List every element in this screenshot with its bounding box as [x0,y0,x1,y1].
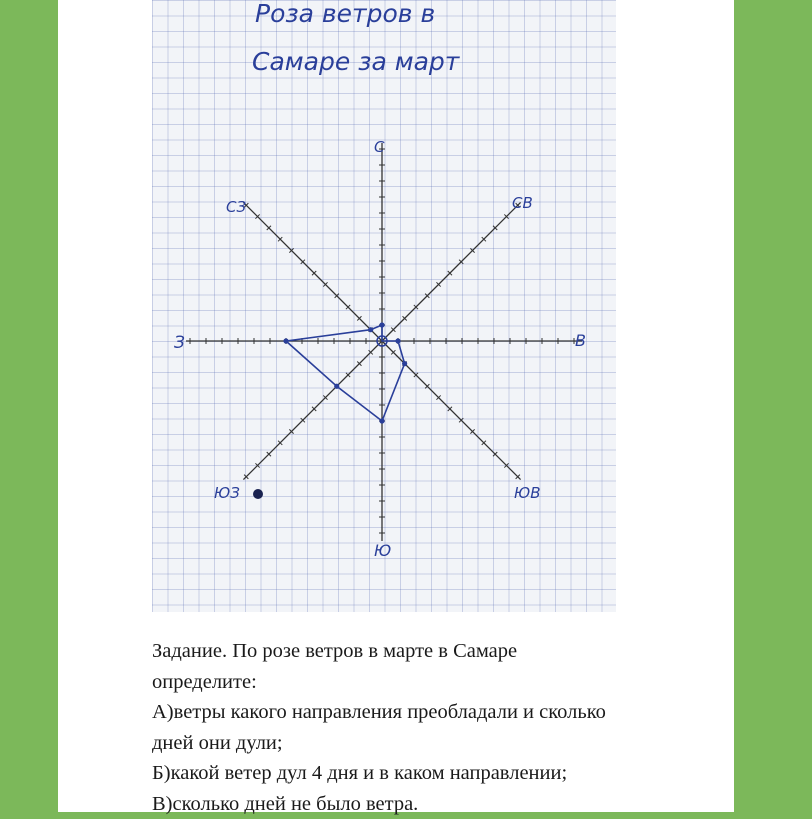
task-question-b: Б)какой ветер дул 4 дня и в каком направлении; [152,758,712,789]
data-point-s [379,418,384,423]
label-east: В [575,331,586,350]
task-line-2: определите: [152,667,712,698]
data-point-nw [368,327,373,332]
data-point-e [395,338,400,343]
label-southeast: ЮВ [514,484,540,502]
label-southwest: ЮЗ [214,484,240,502]
label-south: Ю [374,541,391,560]
label-northwest: СЗ [226,198,246,216]
task-text [152,636,712,819]
wind-rose-chart [152,0,616,612]
ink-dot [253,489,263,499]
wind-rose-points [283,322,407,423]
axis-nw [243,202,382,341]
data-point-se [402,361,407,366]
data-point-sw [334,384,339,389]
task-line-1: Задание. По розе ветров в марте в Самаре [152,636,712,667]
label-west: З [174,333,185,353]
axis-ne [382,202,521,341]
task-question-a-cont: дней они дули; [152,728,712,759]
chart-title-line2: Самаре за март [252,47,461,76]
label-northeast: СВ [512,194,533,212]
wind-rose-photo [152,0,616,612]
label-north: С [374,138,385,156]
data-point-n [379,322,384,327]
axis-sw [243,341,382,480]
data-point-w [283,338,288,343]
chart-title-line1: Роза ветров в [255,0,435,28]
task-question-a: А)ветры какого направления преобладали и сколько [152,697,712,728]
task-question-c: В)сколько дней не было ветра. [152,789,712,819]
